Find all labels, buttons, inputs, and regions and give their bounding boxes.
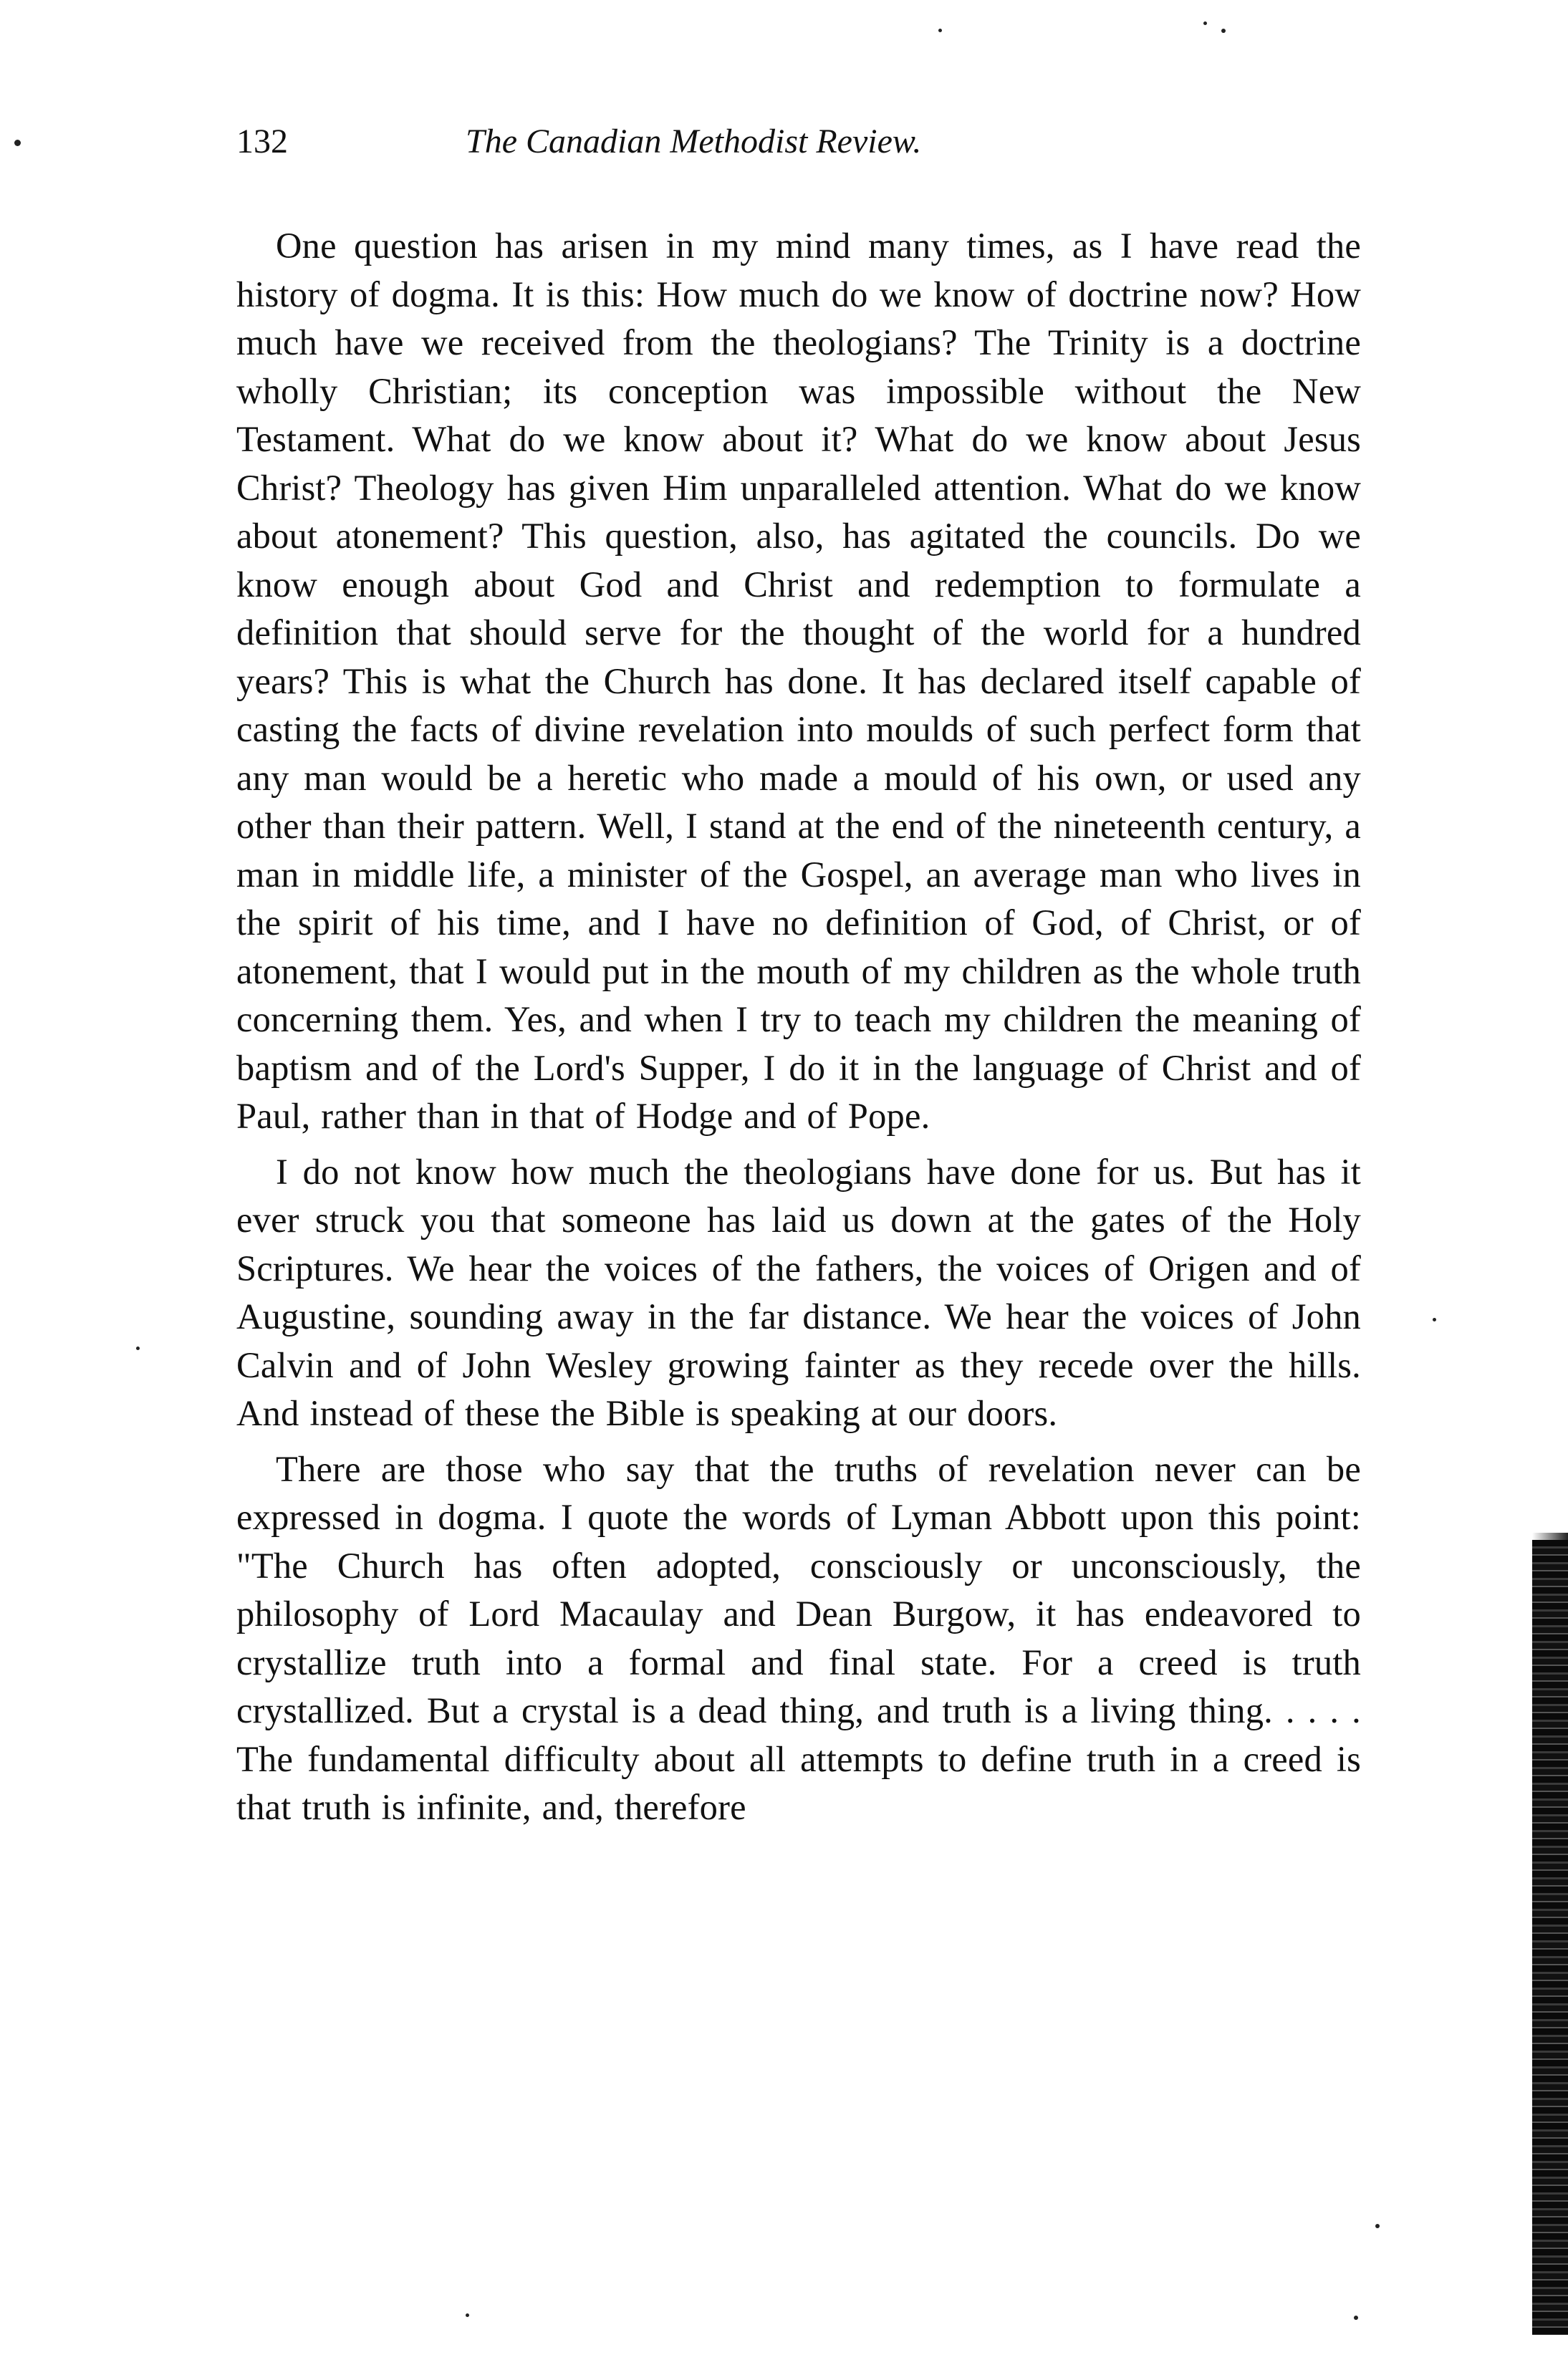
- scan-speck: [466, 2313, 469, 2317]
- scan-speck: [938, 29, 942, 32]
- scan-edge-bar: [1532, 1540, 1568, 2335]
- scan-speck: [14, 140, 21, 146]
- scan-edge-shadow: [1532, 1533, 1568, 1540]
- scan-speck: [136, 1347, 140, 1350]
- paragraph-1: One question has arisen in my mind many times, as I have read the history of dogma. It is this: How much do we know of doctrine now? How much have we received from the theologians? The Trinity is a doctrine wholly Christian; its conception was impossible without the New Testament. What do we know about it? What do we know about Jesus Christ? Theology has given Him unparalleled attention. What do we know about atonement? This question, also, has agitated the councils. Do we know enough about God and Christ and redemption to formulate a definition that should serve for the thought of the world for a hundred years? This is what the Church has done. It has declared itself capable of casting the facts of divine revelation into moulds of such perfect form that any man would be a heretic who made a mould of his own, or used any other than their pattern. Well, I stand at the end of the nineteenth century, a man in middle life, a minister of the Gospel, an average man who lives in the spirit of his time, and I have no definition of God, of Christ, or of atonement, that I would put in the mouth of my children as the whole truth concerning them. Yes, and when I try to teach my children the meaning of baptism and of the Lord's Supper, I do it in the language of Christ and of Paul, rather than in that of Hodge and of Pope.: [236, 226, 1361, 1136]
- scan-speck: [1203, 21, 1207, 25]
- scan-speck: [1221, 29, 1226, 33]
- scan-speck: [1433, 1318, 1436, 1321]
- book-page: [236, 122, 1361, 1839]
- scan-speck: [1375, 2224, 1380, 2228]
- scan-speck: [1354, 2316, 1358, 2320]
- paragraph-2: I do not know how much the theologians have done for us. But has it ever struck you that someone has laid us down at the gates of the Holy Scriptures. We hear the voices of the fathers, the voices of Origen and of Augustine, sounding away in the far distance. We hear the voices of John Calvin and of John Wesley growing fainter as they recede over the hills. And instead of these the Bible is speaking at our doors.: [236, 1151, 1361, 1433]
- running-head: [236, 122, 1361, 186]
- page-number: 132: [236, 122, 288, 160]
- journal-title: The Canadian Methodist Review.: [466, 122, 922, 160]
- paragraph-3: There are those who say that the truths of revelation never can be expressed in dogma. I quote the words of Lyman Abbott upon this point: "The Church has often adopted, consciously or unconsciously, the philosophy of Lord Macaulay and Dean Burgow, it has endeavored to crystallize truth into a formal and final state. For a creed is truth crystallized. But a crystal is a dead thing, and truth is a living thing. . . . . The fundamental difficulty about all attempts to define truth in a creed is that truth is infinite, and, therefore: [236, 1448, 1361, 1827]
